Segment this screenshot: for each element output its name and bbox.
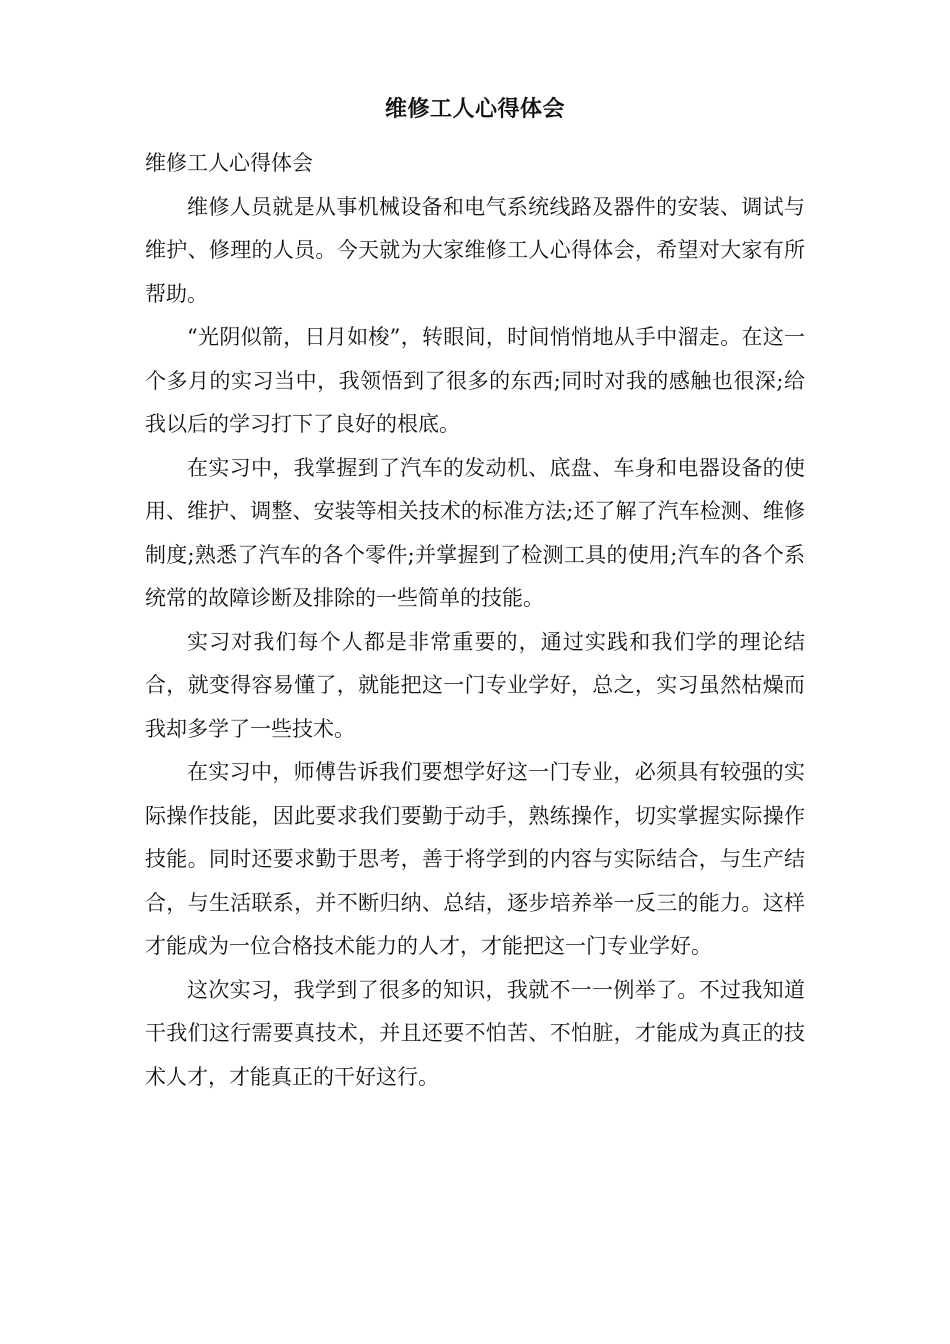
document-body bbox=[145, 142, 805, 1099]
paragraph-intro: 维修人员就是从事机械设备和电气系统线路及器件的安装、调试与维护、修理的人员。今天就为大家维修工人心得体会，希望对大家有所帮助。 bbox=[145, 194, 805, 306]
paragraph-conclusion: 这次实习，我学到了很多的知识，我就不一一例举了。不过我知道干我们这行需要真技术，并且还要不怕苦、不怕脏，才能成为真正的技术人才，才能真正的干好这行。 bbox=[145, 977, 805, 1089]
paragraph-time: “光阴似箭，日月如梭”，转眼间，时间悄悄地从手中溜走。在这一个多月的实习当中，我领悟到了很多的东西;同时对我的感触也很深;给我以后的学习打下了良好的根底。 bbox=[145, 325, 805, 436]
document-title: 维修工人心得体会 bbox=[384, 96, 565, 122]
paragraph-importance: 实习对我们每个人都是非常重要的，通过实践和我们学的理论结合，就变得容易懂了，就能把这一门专业学好，总之，实习虽然枯燥而我却多学了一些技术。 bbox=[145, 629, 805, 741]
document-subtitle: 维修工人心得体会 bbox=[145, 151, 313, 175]
paragraph-mentor: 在实习中，师傅告诉我们要想学好这一门专业，必须具有较强的实际操作技能，因此要求我们要勤于动手，熟练操作，切实掌握实际操作技能。同时还要求勤于思考，善于将学到的内容与实际结合，与生产结合，与生活联系，并不断归纳、总结，逐步培养举一反三的能力。这样才能成为一位合格技术能力的人才，才能把这一门专业学好。 bbox=[145, 760, 805, 958]
paragraph-skills: 在实习中，我掌握到了汽车的发动机、底盘、车身和电器设备的使用、维护、调整、安装等相关技术的标准方法;还了解了汽车检测、维修制度;熟悉了汽车的各个零件;并掌握到了检测工具的使用;汽车的各个系统常的故障诊断及排除的一些简单的技能。 bbox=[145, 455, 805, 610]
